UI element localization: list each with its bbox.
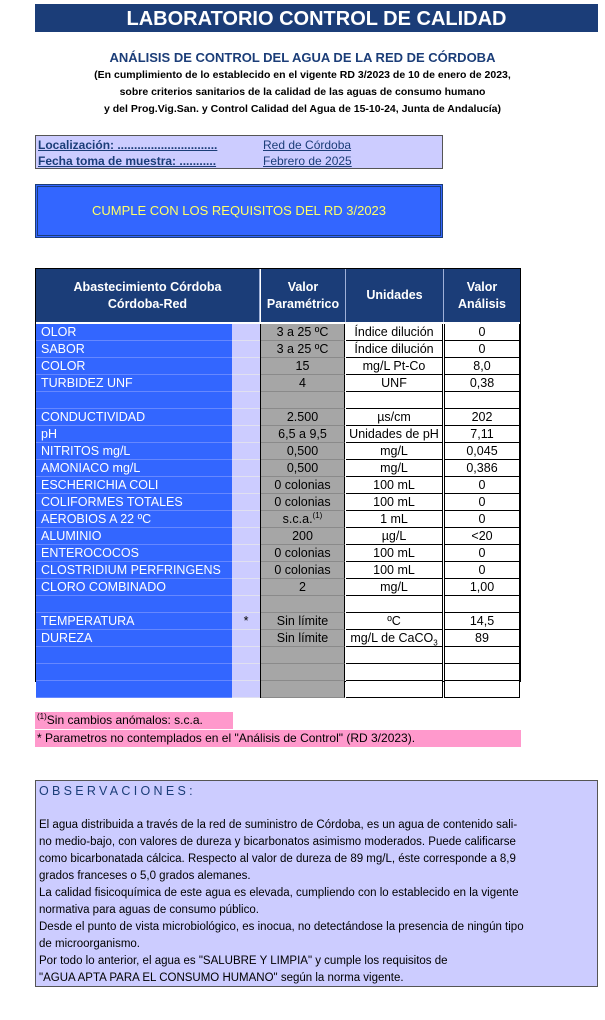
unit-text: 100 mL	[373, 478, 415, 492]
parametric-text: 0 colonias	[274, 495, 331, 509]
analysis-value	[444, 681, 520, 698]
table-row	[36, 494, 520, 511]
parameter-name: CONDUCTIVIDAD	[36, 409, 232, 426]
header-text: Córdoba-Red	[107, 296, 188, 311]
table-row	[36, 511, 520, 528]
unit	[346, 664, 443, 681]
parametric-value	[261, 324, 345, 341]
parametric-text: Sin límite	[276, 614, 329, 628]
unit-text: mg/L	[380, 461, 408, 475]
parameter-mark	[232, 392, 260, 409]
header-text: Abastecimiento Córdoba	[73, 279, 222, 294]
parameter-mark	[232, 358, 260, 375]
parameter-mark	[232, 630, 260, 647]
parametric-value	[261, 460, 345, 477]
unit	[346, 545, 443, 562]
sample-info-box	[35, 135, 443, 169]
parameter-mark	[232, 477, 260, 494]
analysis-value: 0	[444, 324, 520, 341]
unit-text: ºC	[387, 614, 401, 628]
analysis-value	[444, 664, 520, 681]
table-row	[36, 460, 520, 477]
analysis-value: <20	[444, 528, 520, 545]
footnote-sca	[35, 712, 233, 729]
unit-text: mg/L	[380, 444, 408, 458]
unit-text: mg/L de CaCO	[350, 631, 434, 645]
parameter-name: OLOR	[36, 324, 232, 341]
header-text: Unidades	[366, 288, 423, 302]
parametric-value	[261, 477, 345, 494]
column-header-units	[346, 269, 444, 322]
unit	[346, 443, 443, 460]
observation-line: La calidad fisicoquímica de este agua es elevada, cumpliendo con lo establecido en la vigente	[39, 887, 519, 899]
header-text: Valor	[466, 279, 498, 294]
unit-text: 100 mL	[373, 546, 415, 560]
parameter-mark	[232, 681, 260, 698]
parameter-name: AMONIACO mg/L	[36, 460, 232, 477]
parametric-value	[261, 562, 345, 579]
observation-line: El agua distribuida a través de la red de suministro de Córdoba, es un agua de contenido sali-	[39, 819, 518, 831]
unit	[346, 511, 443, 528]
parameter-mark	[232, 494, 260, 511]
parameter-name: COLOR	[36, 358, 232, 375]
parameter-name	[36, 647, 232, 664]
unit	[346, 375, 443, 392]
parametric-text: 200	[292, 529, 313, 543]
table-row	[36, 562, 520, 579]
parameter-mark	[232, 528, 260, 545]
parametric-value	[261, 630, 345, 647]
column-header-value	[444, 269, 520, 322]
table-row	[36, 664, 520, 681]
analysis-value: 0,386	[444, 460, 520, 477]
parameter-mark	[232, 460, 260, 477]
page-title: LABORATORIO CONTROL DE CALIDAD	[35, 4, 598, 32]
parametric-text: 3 a 25 ºC	[276, 342, 329, 356]
analysis-value: 0	[444, 494, 520, 511]
parameter-name	[36, 392, 232, 409]
column-header-parametric	[261, 269, 346, 322]
analysis-value: 202	[444, 409, 520, 426]
header-text: Paramétrico	[266, 296, 340, 311]
parametric-text: 2.500	[286, 410, 319, 424]
parameter-name: pH	[36, 426, 232, 443]
parameter-mark	[232, 579, 260, 596]
table-row	[36, 375, 520, 392]
legal-line: y del Prog.Vig.San. y Control Calidad del Agua de 15-10-24, Junta de Andalucía)	[104, 103, 501, 115]
parametric-text: 4	[299, 376, 306, 390]
unit-text: mg/L	[380, 580, 408, 594]
unit	[346, 460, 443, 477]
observation-line: normativa para aguas de consumo público.	[39, 904, 259, 916]
table-row	[36, 426, 520, 443]
observation-line: grados franceses o 5,0 grados alemanes.	[39, 870, 251, 882]
location-value: Red de Córdoba	[263, 138, 352, 152]
parametric-value	[261, 528, 345, 545]
parameter-name: SABOR	[36, 341, 232, 358]
analysis-value: 0,38	[444, 375, 520, 392]
observations-title: OBSERVACIONES:	[39, 784, 196, 798]
analysis-value: 14,5	[444, 613, 520, 630]
sample-date-label: Fecha toma de muestra: ...........	[38, 154, 217, 168]
parametric-text: 6,5 a 9,5	[278, 427, 327, 441]
parametric-text: 2	[299, 580, 306, 594]
unit	[346, 630, 443, 647]
table-row	[36, 630, 520, 647]
observation-line: Desde el punto de vista microbiológico, es inocua, no detectándose la presencia de ningún tipo	[39, 921, 524, 933]
parameter-mark	[232, 324, 260, 341]
parametric-value	[261, 545, 345, 562]
parametric-value	[261, 613, 345, 630]
table-row	[36, 324, 520, 341]
table-row	[36, 596, 520, 613]
unit	[346, 647, 443, 664]
parametric-text: 0,500	[286, 444, 319, 458]
unit	[346, 613, 443, 630]
parametric-value	[261, 409, 345, 426]
parameter-name: TEMPERATURA	[36, 613, 232, 630]
analysis-value: 89	[444, 630, 520, 647]
table-row	[36, 647, 520, 664]
parameter-name: ENTEROCOCOS	[36, 545, 232, 562]
parametric-value	[261, 681, 345, 698]
analysis-value: 0	[444, 477, 520, 494]
unit-text: 100 mL	[373, 495, 415, 509]
observation-line: no medio-bajo, con valores de dureza y bicarbonatos asimismo moderados. Puede calificarse	[39, 836, 516, 848]
parameter-mark	[232, 409, 260, 426]
parametric-value	[261, 426, 345, 443]
observation-line: como bicarbonatada cálcica. Respecto al valor de dureza de 89 mg/L, éste corresponde a 8,9	[39, 853, 516, 865]
unit-text: Índice dilución	[354, 342, 434, 356]
parameter-name	[36, 664, 232, 681]
parametric-value	[261, 511, 345, 528]
parameter-mark	[232, 664, 260, 681]
parameter-name: NITRITOS mg/L	[36, 443, 232, 460]
unit	[346, 358, 443, 375]
report-subtitle: ANÁLISIS DE CONTROL DEL AGUA DE LA RED DE CÓRDOBA	[109, 50, 496, 65]
parameter-name: ALUMINIO	[36, 528, 232, 545]
compliance-status: CUMPLE CON LOS REQUISITOS DEL RD 3/2023	[35, 184, 443, 238]
parameter-mark	[232, 596, 260, 613]
sample-date-value: Febrero de 2025	[263, 154, 352, 168]
analysis-value: 1,00	[444, 579, 520, 596]
unit	[346, 579, 443, 596]
table-row	[36, 579, 520, 596]
table-row	[36, 477, 520, 494]
unit	[346, 392, 443, 409]
parametric-value	[261, 494, 345, 511]
unit	[346, 528, 443, 545]
analysis-value: 7,11	[444, 426, 520, 443]
observation-line: "AGUA APTA PARA EL CONSUMO HUMANO" según la norma vigente.	[39, 972, 404, 984]
parameter-name: AEROBIOS A 22 ºC	[36, 511, 232, 528]
unit-text: mg/L Pt-Co	[362, 359, 426, 373]
legal-line: (En cumplimiento de lo establecido en el vigente RD 3/2023 de 10 de enero de 2023,	[94, 69, 511, 81]
analysis-table	[35, 268, 521, 682]
table-row	[36, 392, 520, 409]
unit	[346, 477, 443, 494]
parametric-value	[261, 375, 345, 392]
analysis-value	[444, 392, 520, 409]
table-row	[36, 409, 520, 426]
parametric-value	[261, 392, 345, 409]
unit-text: 100 mL	[373, 563, 415, 577]
parameter-name: TURBIDEZ UNF	[36, 375, 232, 392]
parameter-mark	[232, 562, 260, 579]
parameter-name: DUREZA	[36, 630, 232, 647]
observation-line: Por todo lo anterior, el agua es "SALUBRE Y LIMPIA" y cumple los requisitos de	[39, 955, 448, 967]
unit	[346, 494, 443, 511]
observations-box	[35, 780, 598, 987]
parameter-name: ESCHERICHIA COLI	[36, 477, 232, 494]
header-text: Análisis	[458, 296, 506, 311]
parametric-text: Sin límite	[276, 631, 329, 645]
footnote-marker: (1)	[312, 511, 323, 520]
observations-text	[39, 817, 524, 987]
parametric-text: s.c.a.	[282, 512, 313, 526]
unit-text: 1 mL	[380, 512, 408, 526]
parameter-mark	[232, 375, 260, 392]
parametric-value	[261, 358, 345, 375]
parameter-mark	[232, 426, 260, 443]
analysis-value	[444, 596, 520, 613]
unit-text: µg/L	[381, 529, 407, 543]
table-row	[36, 358, 520, 375]
table-row	[36, 528, 520, 545]
table-row	[36, 545, 520, 562]
footnote-not-contemplated: * Parametros no contemplados en el "Análisis de Control" (RD 3/2023).	[35, 730, 521, 747]
parameter-mark	[232, 647, 260, 664]
parameter-name	[36, 596, 232, 613]
unit-text: µs/cm	[377, 410, 411, 424]
parametric-value	[261, 596, 345, 613]
parametric-value	[261, 443, 345, 460]
parameter-mark: *	[232, 613, 260, 630]
parameter-mark	[232, 511, 260, 528]
parametric-text: 0 colonias	[274, 546, 331, 560]
analysis-value	[444, 647, 520, 664]
table-row	[36, 443, 520, 460]
footnote-marker: (1)	[37, 712, 47, 721]
unit	[346, 341, 443, 358]
parameter-mark	[232, 443, 260, 460]
parametric-value	[261, 664, 345, 681]
unit	[346, 426, 443, 443]
parametric-value	[261, 341, 345, 358]
unit-text: Unidades de pH	[349, 427, 439, 441]
legal-line: sobre criterios sanitarios de la calidad de las aguas de consumo humano	[119, 86, 486, 98]
parameter-name: CLOSTRIDIUM PERFRINGENS	[36, 562, 232, 579]
parameter-name: COLIFORMES TOTALES	[36, 494, 232, 511]
parametric-text: 0,500	[286, 461, 319, 475]
unit	[346, 324, 443, 341]
analysis-value: 0	[444, 562, 520, 579]
analysis-value: 8,0	[444, 358, 520, 375]
parametric-text: 3 a 25 ºC	[276, 325, 329, 339]
unit-text: UNF	[381, 376, 407, 390]
unit-text: Índice dilución	[354, 325, 434, 339]
parametric-value	[261, 647, 345, 664]
parametric-text: 0 colonias	[274, 478, 331, 492]
unit	[346, 409, 443, 426]
parameter-mark	[232, 545, 260, 562]
legal-notice	[0, 67, 605, 118]
location-label: Localización: ..............................	[38, 138, 218, 152]
unit	[346, 562, 443, 579]
unit	[346, 681, 443, 698]
unit-subscript: 3	[433, 638, 438, 647]
parameter-name	[36, 681, 232, 698]
footnote-text: Sin cambios anómalos: s.c.a.	[46, 713, 203, 727]
header-text: Valor	[287, 279, 319, 294]
table-row	[36, 613, 520, 630]
column-header-supply	[36, 269, 260, 322]
parametric-text: 15	[295, 359, 310, 373]
parametric-value	[261, 579, 345, 596]
parameter-mark	[232, 341, 260, 358]
analysis-value: 0	[444, 545, 520, 562]
observation-line: de microorganismo.	[39, 938, 140, 950]
analysis-value: 0,045	[444, 443, 520, 460]
parametric-text: 0 colonias	[274, 563, 331, 577]
parameter-name: CLORO COMBINADO	[36, 579, 232, 596]
table-row	[36, 681, 520, 698]
table-row	[36, 341, 520, 358]
unit	[346, 596, 443, 613]
analysis-value: 0	[444, 511, 520, 528]
analysis-value: 0	[444, 341, 520, 358]
